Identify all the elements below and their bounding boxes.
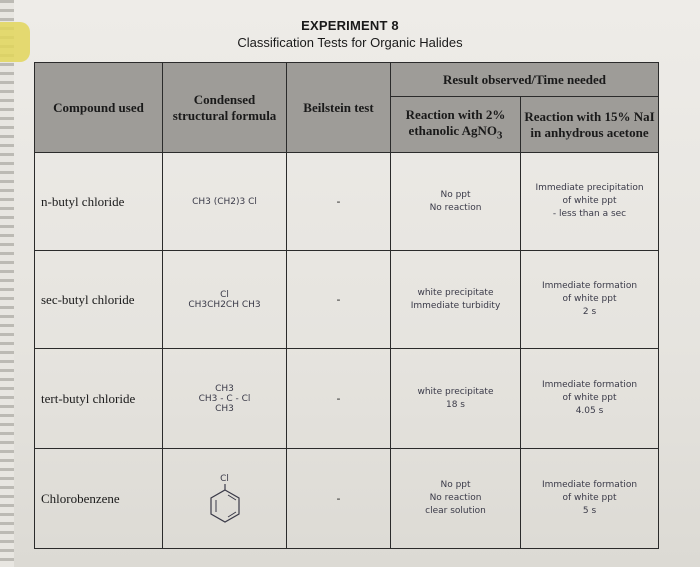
experiment-heading: [200, 18, 500, 50]
nai-cell: Immediate formation of white ppt 2 s: [521, 251, 659, 349]
results-table: [34, 62, 659, 549]
header-result-group: Result observed/Time needed: [391, 63, 659, 97]
formula-cell: Cl CH3CH2CH CH3: [163, 251, 287, 349]
nai-cell: Immediate formation of white ppt 5 s: [521, 449, 659, 549]
experiment-subtitle: Classification Tests for Organic Halides: [237, 35, 463, 50]
table-row: [35, 349, 659, 449]
formula-cell: CH3 CH3 - C - Cl CH3: [163, 349, 287, 449]
benzene-ring-icon: [208, 484, 242, 524]
header-formula: Condensed structural formula: [163, 63, 287, 153]
formula-cell: CH3 (CH2)3 Cl: [163, 153, 287, 251]
compound-cell: tert-butyl chloride: [35, 349, 163, 449]
agno3-cell: No ppt No reaction clear solution: [391, 449, 521, 549]
beilstein-cell: -: [287, 153, 391, 251]
nai-cell: Immediate formation of white ppt 4.05 s: [521, 349, 659, 449]
agno3-cell: white precipitate Immediate turbidity: [391, 251, 521, 349]
header-beilstein: Beilstein test: [287, 63, 391, 153]
compound-cell: sec-butyl chloride: [35, 251, 163, 349]
agno3-cell: No ppt No reaction: [391, 153, 521, 251]
compound-cell: n-butyl chloride: [35, 153, 163, 251]
notebook-spiral-edge: [0, 0, 14, 567]
header-agno3: Reaction with 2% ethanolic AgNO$_3$: [391, 97, 521, 153]
header-compound: Compound used: [35, 63, 163, 153]
table-row: [35, 153, 659, 251]
agno3-cell: white precipitate 18 s: [391, 349, 521, 449]
compound-cell: Chlorobenzene: [35, 449, 163, 549]
nai-cell: Immediate precipitation of white ppt - less than a sec: [521, 153, 659, 251]
table-row: [35, 251, 659, 349]
formula-cell: Cl: [163, 449, 287, 549]
beilstein-cell: -: [287, 349, 391, 449]
sticky-tab: [0, 22, 30, 62]
beilstein-cell: -: [287, 251, 391, 349]
table-row: [35, 449, 659, 549]
experiment-title: EXPERIMENT 8: [301, 18, 399, 33]
beilstein-cell: -: [287, 449, 391, 549]
header-nai: Reaction with 15% NaI in anhydrous acetone: [521, 97, 659, 153]
